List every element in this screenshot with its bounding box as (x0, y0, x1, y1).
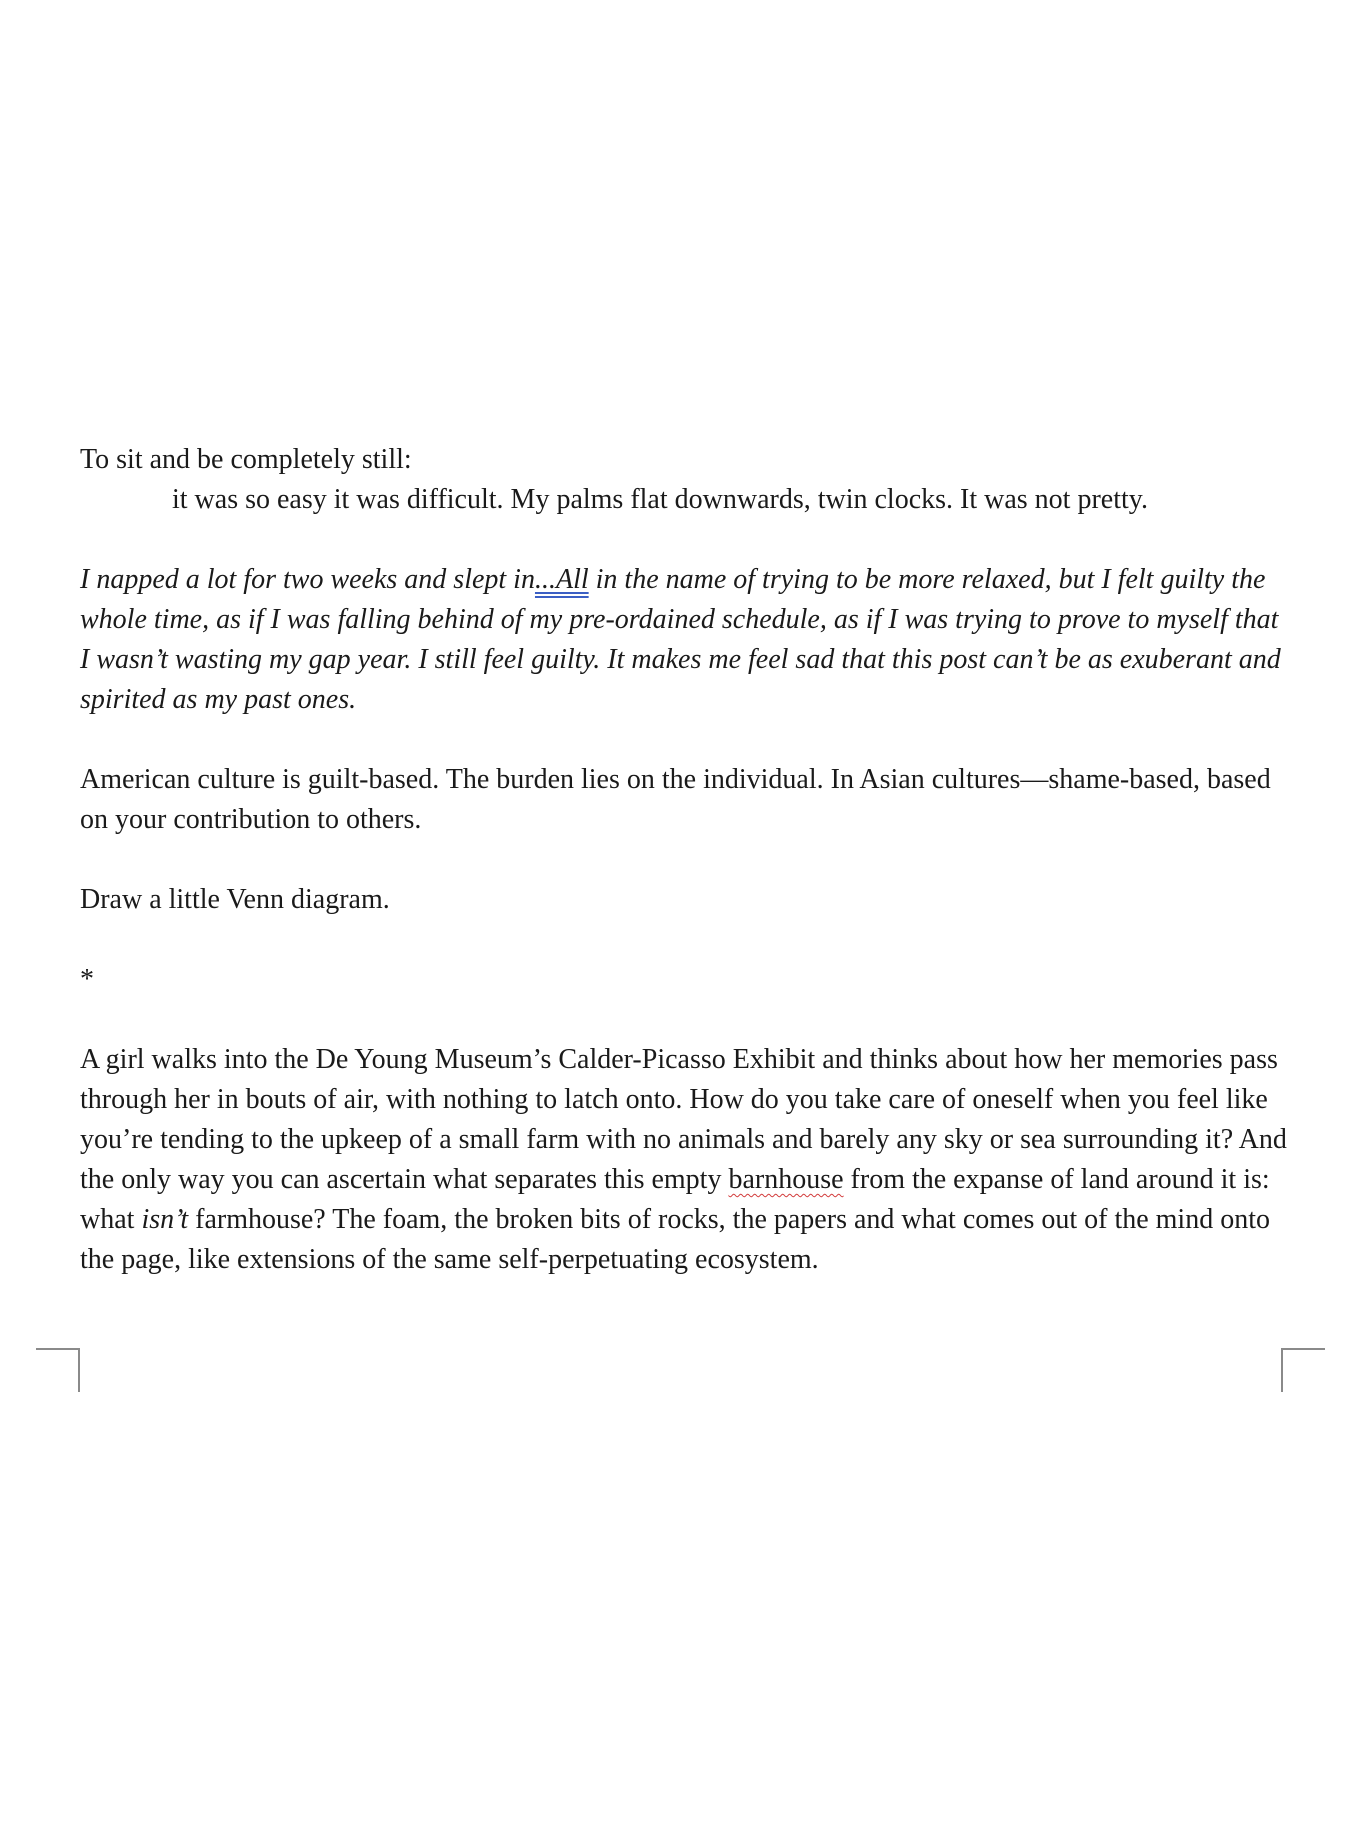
venn-line: Draw a little Venn diagram. (80, 884, 390, 915)
final-text-part-2: from the expanse of land around it is: what (80, 1164, 1270, 1235)
stanza-line-1: To sit and be completely still: (80, 444, 412, 475)
paragraph-spacer (80, 720, 1290, 760)
italic-paragraph (80, 560, 1290, 720)
page-corner-mark-right (1281, 1348, 1325, 1392)
italic-text-rest: in the name of trying to be more relaxed, but I felt guilty the whole time, as if I was falling behind of my pre-ordained schedule, as if I was trying to prove to myself that I wasn’t wasting my gap year. I still feel guilty. It makes me feel sad that this post can’t be as exuberant and spirited as my past ones. (80, 564, 1281, 715)
document-body[interactable] (80, 440, 1290, 1280)
emphasis-word: isn’t (141, 1204, 189, 1235)
final-paragraph (80, 1040, 1290, 1280)
misspelled-word[interactable]: barnhouse (728, 1164, 844, 1195)
stanza-line-2: it was so easy it was difficult. My palms flat downwards, twin clocks. It was not pretty. (172, 484, 1148, 515)
section-separator: * (80, 964, 94, 995)
paragraph-spacer (80, 920, 1290, 960)
final-text-part-3: farmhouse? The foam, the broken bits of rocks, the papers and what comes out of the mind onto the page, like extensions of the same self-perpetuating ecosystem. (80, 1204, 1270, 1275)
paragraph-spacer (80, 520, 1290, 560)
final-text-part-1: A girl walks into the De Young Museum’s Calder-Picasso Exhibit and thinks about how her memories pass through her in bouts of air, with nothing to latch onto. How do you take care of oneself when you feel like you’re tending to the upkeep of a small farm with no animals and barely any sky or sea surrounding it? And the only way you can ascertain what separates this empty (80, 1044, 1287, 1195)
italic-text-start: I napped a lot for two weeks and slept in (80, 564, 535, 595)
paragraph-spacer (80, 840, 1290, 880)
page-corner-mark-left (36, 1348, 80, 1392)
paragraph-spacer (80, 1000, 1290, 1040)
culture-paragraph: American culture is guilt-based. The burden lies on the individual. In Asian cultures—shame-based, based on your contribution to others. (80, 764, 1271, 835)
grammar-flagged-text[interactable]: ...All (534, 564, 589, 595)
